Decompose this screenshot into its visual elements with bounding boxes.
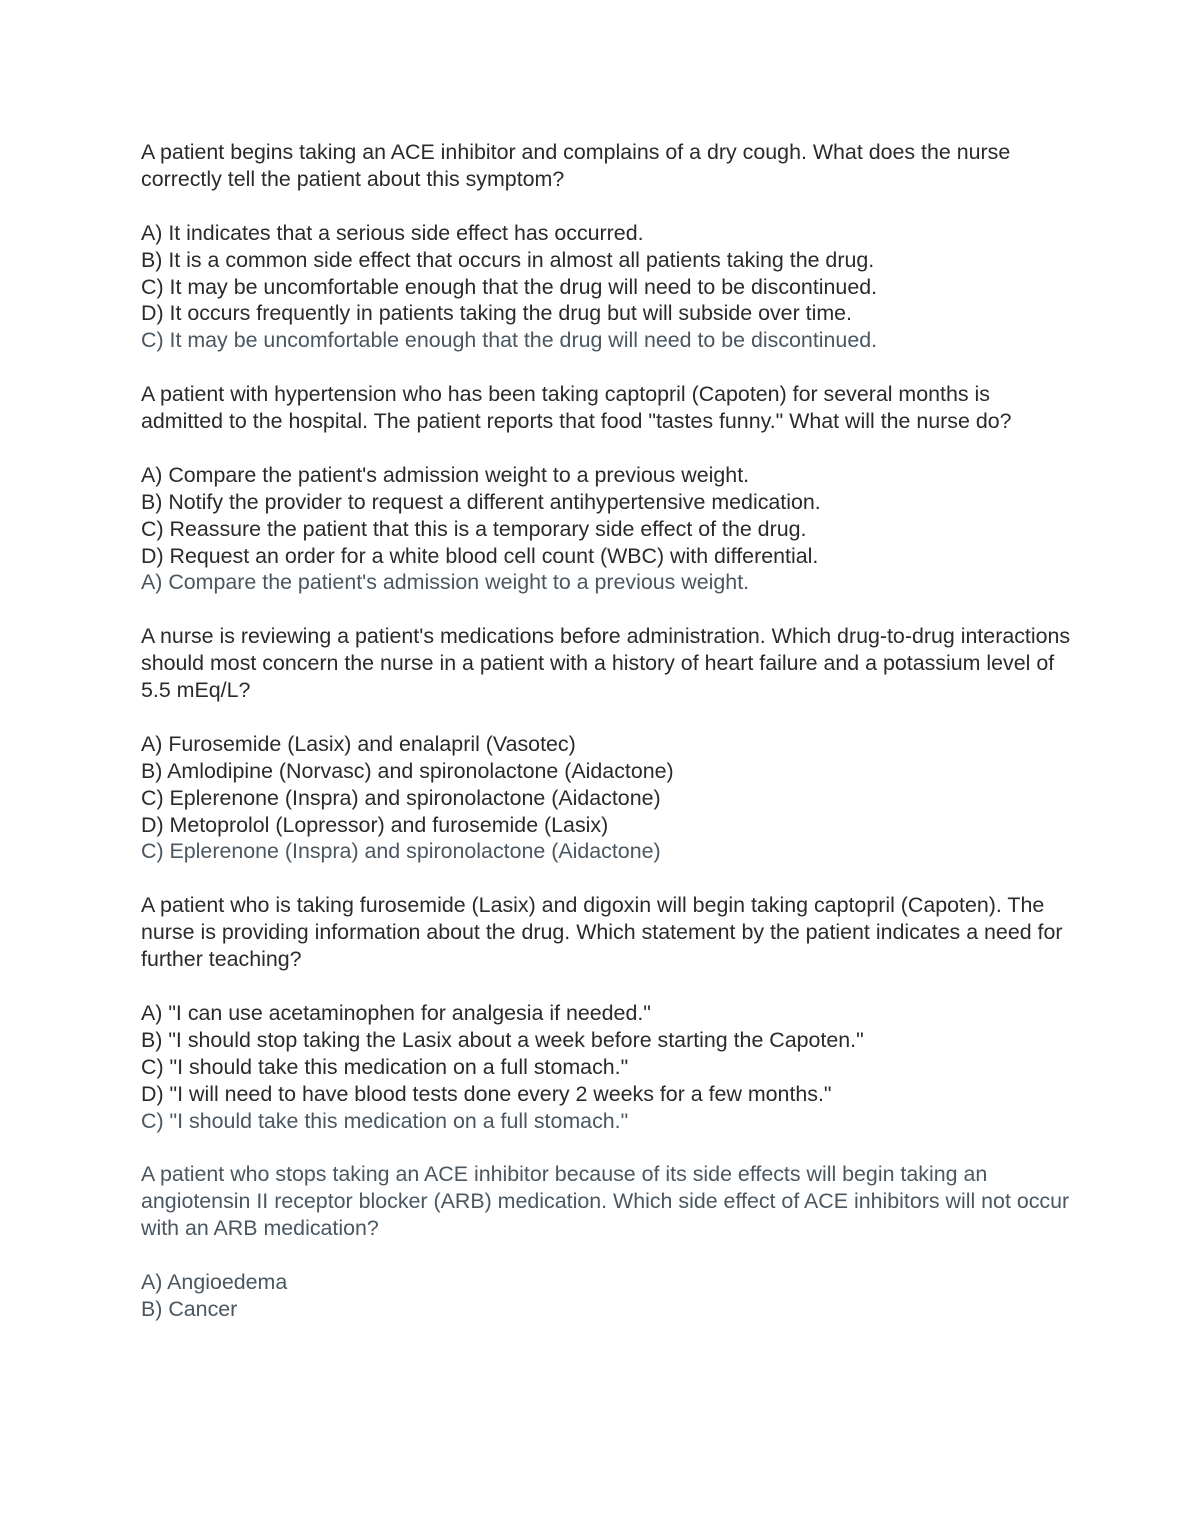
document-page bbox=[141, 139, 1071, 1350]
answer-option-d: D) Request an order for a white blood cell count (WBC) with differential. bbox=[141, 543, 819, 568]
answer-option-c: C) "I should take this medication on a full stomach." bbox=[141, 1054, 629, 1079]
question-stem: A patient who stops taking an ACE inhibitor because of its side effects will begin taking an angiotensin II receptor blocker (ARB) medication. Which side effect of ACE inhibitors will not occur with an ARB medication? bbox=[141, 1162, 1070, 1241]
answer-option-a: A) Angioedema bbox=[141, 1269, 288, 1294]
answer-option-b: B) "I should stop taking the Lasix about a week before starting the Capoten." bbox=[141, 1027, 864, 1052]
correct-answer: C) It may be uncomfortable enough that the drug will need to be discontinued. bbox=[141, 328, 878, 353]
answer-option-d: D) "I will need to have blood tests done every 2 weeks for a few months." bbox=[141, 1081, 832, 1106]
correct-answer: C) Eplerenone (Inspra) and spironolactone (Aidactone) bbox=[141, 839, 661, 864]
question-stem: A patient begins taking an ACE inhibitor and complains of a dry cough. What does the nurse correctly tell the patient about this symptom? bbox=[141, 140, 1011, 191]
question-stem: A patient who is taking furosemide (Lasix) and digoxin will begin taking captopril (Capoten). The nurse is providing information about the drug. Which statement by the patient indicates a need for further teaching? bbox=[141, 893, 1063, 972]
question-stem: A patient with hypertension who has been taking captopril (Capoten) for several months is admitted to the hospital. The patient reports that food "tastes funny." What will the nurse do? bbox=[141, 382, 1012, 434]
answer-option-d: D) Metoprolol (Lopressor) and furosemide (Lasix) bbox=[141, 812, 609, 837]
question-3 bbox=[141, 623, 1071, 865]
question-5 bbox=[141, 1161, 1071, 1322]
correct-answer: C) "I should take this medication on a full stomach." bbox=[141, 1108, 629, 1133]
answer-option-b: B) Notify the provider to request a different antihypertensive medication. bbox=[141, 489, 821, 514]
answer-option-b: B) Cancer bbox=[141, 1296, 238, 1321]
answer-option-a: A) Compare the patient's admission weight to a previous weight. bbox=[141, 462, 750, 487]
correct-answer: A) Compare the patient's admission weight to a previous weight. bbox=[141, 570, 750, 595]
question-4 bbox=[141, 892, 1071, 1134]
answer-option-c: C) Reassure the patient that this is a temporary side effect of the drug. bbox=[141, 516, 807, 541]
question-1 bbox=[141, 139, 1071, 354]
answer-option-c: C) It may be uncomfortable enough that the drug will need to be discontinued. bbox=[141, 274, 878, 299]
question-stem: A nurse is reviewing a patient's medications before administration. Which drug-to-drug interactions should most concern the nurse in a patient with a history of heart failure and a potassium level of 5.5 mEq/L? bbox=[141, 624, 1071, 703]
answer-option-b: B) Amlodipine (Norvasc) and spironolactone (Aidactone) bbox=[141, 758, 674, 783]
answer-option-a: A) It indicates that a serious side effect has occurred. bbox=[141, 220, 644, 245]
answer-option-a: A) "I can use acetaminophen for analgesia if needed." bbox=[141, 1000, 651, 1025]
answer-option-a: A) Furosemide (Lasix) and enalapril (Vasotec) bbox=[141, 731, 576, 756]
question-2 bbox=[141, 381, 1071, 596]
answer-option-d: D) It occurs frequently in patients taking the drug but will subside over time. bbox=[141, 301, 852, 326]
answer-option-c: C) Eplerenone (Inspra) and spironolactone (Aidactone) bbox=[141, 785, 661, 810]
answer-option-b: B) It is a common side effect that occurs in almost all patients taking the drug. bbox=[141, 247, 875, 272]
